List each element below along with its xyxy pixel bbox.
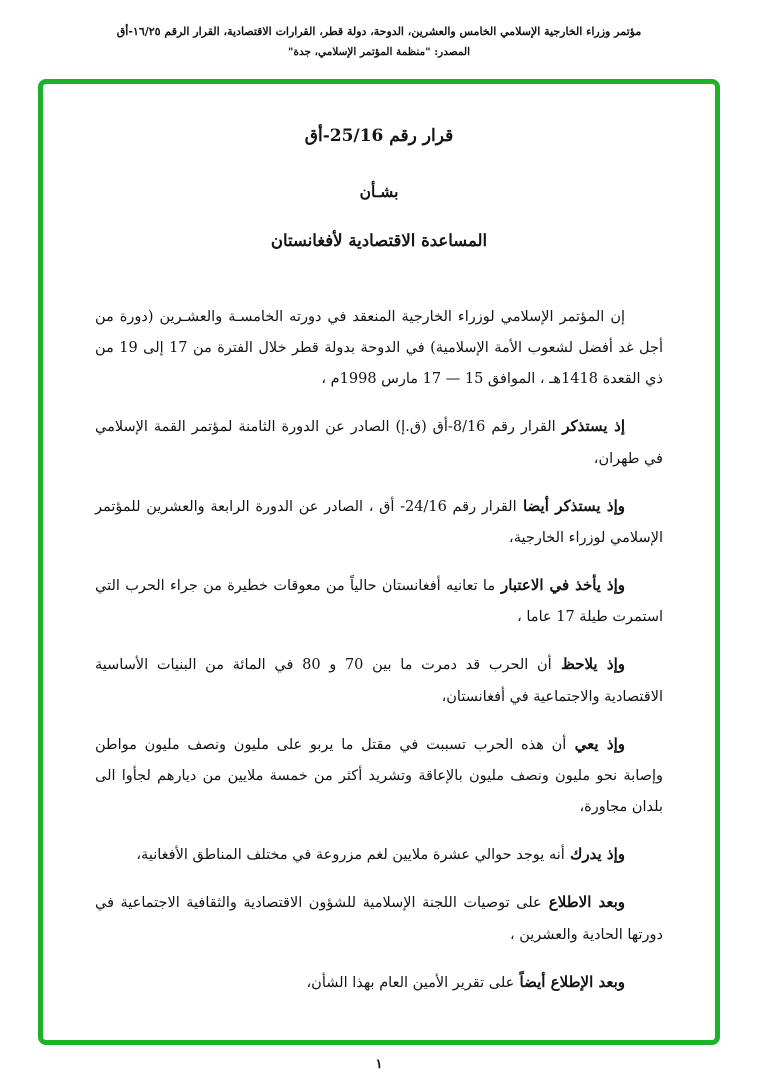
source-header-line1: مؤتمر وزراء الخارجية الإسلامي الخامس والعشرين، الدوحة، دولة قطر، القرارات الاقتصادية، القرار الرقم ١٦/٢٥-أق	[116, 25, 642, 38]
paragraph-text: إن المؤتمر الإسلامي لوزراء الخارجية المنعقد في دورته الخامسـة والعشـرين (دورة من أجل غد أفضل لشعوب الأمة الإسلامية) في الدوحة بدولة قطر خلال الفترة من 17 إلى 19 من ذي القعدة 1418هـ ، الموافق 15 — 17 مارس 1998م ،	[95, 308, 663, 388]
paragraph-text: ما تعانيه أفغانستان حالياً من معوقات خطيرة من جراء الحرب التي استمرت طيلة 17 عاما ،	[95, 578, 663, 626]
paragraph-lead: وإذ يلاحظ	[560, 655, 625, 674]
resolution-title: قرار رقم 25/16-أق	[304, 125, 454, 146]
paragraph-preamble	[95, 302, 663, 396]
paragraph-lead: إذ يستذكر	[562, 417, 625, 436]
paragraph-aware	[95, 728, 663, 824]
paragraph-lead: وإذ يأخذ في الاعتبار	[501, 576, 625, 595]
paragraph-having-reviewed-also	[95, 966, 663, 999]
subject-label: بشـأن	[359, 181, 399, 201]
paragraph-lead: وبعد الاطلاع	[548, 893, 625, 912]
paragraph-lead: وإذ يستذكر أيضا	[522, 496, 625, 515]
paragraph-text: أن الحرب قد دمرت ما بين 70 و 80 في المائة من البنيات الأساسية الاقتصادية والاجتماعية في أفغانستان،	[95, 657, 663, 705]
paragraph-realizing	[95, 838, 663, 871]
paragraph-recalling-also	[95, 490, 663, 554]
paragraph-text: على تقرير الأمين العام بهذا الشأن،	[306, 974, 515, 991]
paragraph-recalling	[95, 410, 663, 474]
paragraph-text: القرار رقم 8/16-أق (ق.إ) الصادر عن الدورة الثامنة لمؤتمر القمة الإسلامي في طهران،	[95, 419, 663, 467]
source-header-line2: المصدر: "منظمة المؤتمر الإسلامي، جدة"	[287, 45, 471, 58]
source-header	[0, 0, 758, 63]
paragraph-noting	[95, 648, 663, 712]
document-body	[95, 302, 663, 999]
paragraph-lead: وإذ يدرك	[570, 845, 625, 864]
subject-title: المساعدة الاقتصادية لأفغانستان	[270, 230, 488, 250]
paragraph-text: أن هذه الحرب تسببت في مقتل ما يربو على مليون ونصف مليون مواطن وإصابة نحو مليون ونصف مليون بالإعاقة وتشريد أكثر من خمسة ملايين من ديارهم لجأوا الى بلدان مجاورة،	[95, 736, 663, 816]
paragraph-lead: وبعد الإطلاع أيضاً	[519, 972, 625, 991]
paragraph-text: القرار رقم 24/16- أق ، الصادر عن الدورة الرابعة والعشرين للمؤتمر الإسلامي لوزراء الخارجية،	[95, 498, 663, 546]
paragraph-text: على توصيات اللجنة الإسلامية للشؤون الاقتصادية والثقافية الاجتماعية في دورتها الحادية والعشرين ،	[95, 895, 663, 943]
paragraph-text: أنه يوجد حوالي عشرة ملايين لغم مزروعة في مختلف المناطق الأفغانية،	[136, 847, 565, 864]
paragraph-taking-into-account	[95, 569, 663, 633]
paragraph-having-reviewed	[95, 886, 663, 950]
paragraph-lead: وإذ يعي	[574, 734, 625, 753]
document-frame	[38, 79, 720, 1045]
page-number: ١	[375, 1056, 383, 1072]
